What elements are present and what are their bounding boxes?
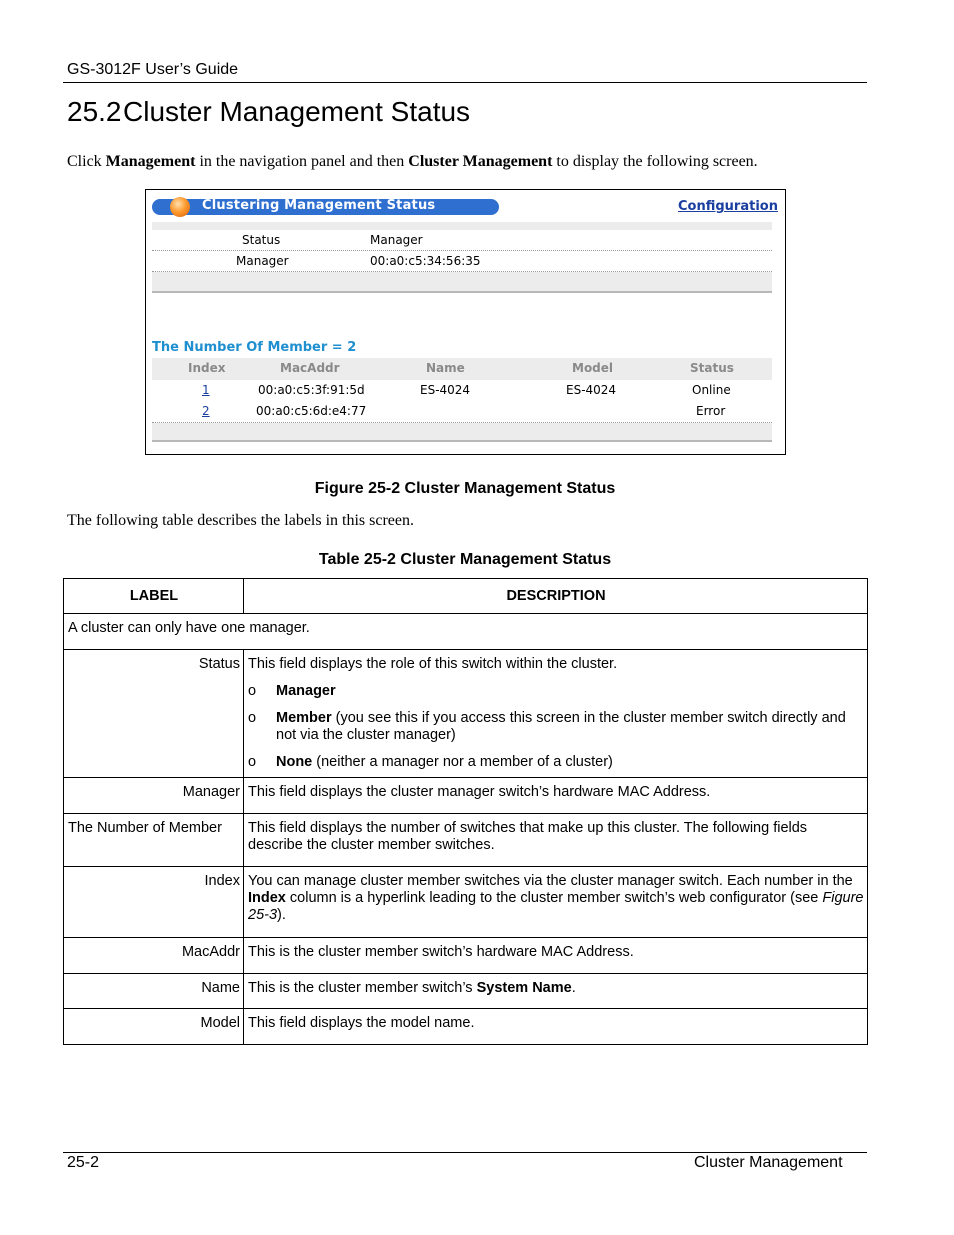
table-header-row: [64, 579, 868, 614]
chapter-name: Cluster Management: [694, 1154, 843, 1171]
screen-title: Clustering Management Status: [202, 198, 436, 213]
intro-text: Click: [67, 153, 106, 170]
desc-text: This is the cluster member switch’s: [248, 980, 477, 996]
description-table: [63, 578, 868, 1045]
body-paragraph: The following table describes the labels in this screen.: [67, 512, 415, 529]
column-header-status: Status: [690, 361, 734, 375]
section-number: 25.2: [67, 96, 122, 127]
orange-ball-icon: [170, 197, 190, 217]
figure-reference: Figure 25-3: [248, 890, 864, 923]
row-label: Status: [64, 650, 244, 778]
member-index-link[interactable]: 2: [202, 404, 210, 418]
status-row: [152, 230, 772, 251]
section-title: [67, 96, 470, 128]
row-description: [244, 650, 868, 778]
member-status: Online: [692, 383, 731, 397]
table-row: [64, 650, 868, 778]
manager-row: [152, 251, 772, 272]
member-table: [152, 358, 772, 440]
intro-bold-cluster-management: Cluster Management: [408, 153, 553, 170]
table-row: [64, 778, 868, 814]
header-label: LABEL: [64, 579, 244, 614]
table-row: [152, 401, 772, 423]
list-item: [248, 754, 864, 771]
member-index-link[interactable]: 1: [202, 383, 210, 397]
member-mac: 00:a0:c5:6d:e4:77: [256, 404, 367, 418]
panel-divider: [152, 291, 772, 293]
row-label: Index: [64, 867, 244, 938]
bullet-icon: o: [248, 754, 257, 770]
status-label: Status: [242, 233, 281, 247]
desc-bold-index: Index: [248, 890, 286, 906]
column-header-model: Model: [572, 361, 614, 375]
row-label: Manager: [64, 778, 244, 814]
bullet-icon: o: [248, 683, 257, 699]
intro-bold-management: Management: [105, 153, 196, 170]
row-description: This field displays the model name.: [244, 1009, 868, 1045]
column-header-macaddr: MacAddr: [280, 361, 340, 375]
status-panel: [152, 222, 772, 292]
row-description: This field displays the cluster manager switch’s hardware MAC Address.: [244, 778, 868, 814]
configuration-link[interactable]: Configuration: [678, 199, 778, 214]
row-label: The Number of Member: [64, 814, 244, 867]
manager-label: Manager: [236, 254, 289, 268]
bullet-icon: o: [248, 710, 257, 726]
table-row: [64, 814, 868, 867]
list-item: [248, 683, 864, 700]
member-mac: 00:a0:c5:3f:91:5d: [258, 383, 365, 397]
row-description: [244, 867, 868, 938]
table-row: [64, 1009, 868, 1045]
member-name: ES-4024: [420, 383, 471, 397]
desc-text: You can manage cluster member switches via the cluster manager switch. Each number in the: [248, 873, 853, 889]
section-title-text: Cluster Management Status: [123, 96, 471, 127]
footer-rule: [63, 1152, 867, 1153]
row-label: MacAddr: [64, 938, 244, 974]
row-description: [244, 974, 868, 1009]
header-rule: [63, 82, 867, 83]
table-row: [64, 974, 868, 1009]
desc-text: column is a hyperlink leading to the cluster member switch’s web configurator (see: [285, 890, 823, 906]
row-label: Name: [64, 974, 244, 1009]
intro-text: in the navigation panel and then: [195, 153, 409, 170]
desc-bold-system-name: System Name: [476, 980, 572, 996]
intro-text: to display the following screen.: [552, 153, 758, 170]
table-divider: [152, 440, 772, 442]
option-manager: Manager: [276, 683, 336, 699]
table-note: A cluster can only have one manager.: [64, 614, 868, 650]
member-status: Error: [696, 404, 726, 418]
page-number: 25-2: [67, 1154, 100, 1171]
column-header-name: Name: [426, 361, 465, 375]
table-row: [64, 867, 868, 938]
figure-caption: Figure 25-2 Cluster Management Status: [314, 480, 616, 497]
table-row: [64, 938, 868, 974]
option-none-text: (neither a manager nor a member of a cluster): [312, 754, 613, 770]
column-header-index: Index: [188, 361, 226, 375]
desc-text: ).: [277, 907, 286, 923]
intro-paragraph: [67, 153, 758, 171]
option-member: Member: [276, 710, 332, 726]
header-description: DESCRIPTION: [244, 579, 868, 614]
member-count-title: The Number Of Member = 2: [152, 340, 357, 355]
option-member-text: (you see this if you access this screen in the cluster member switch directly and not via the cluster manager): [276, 710, 846, 743]
table-row: [64, 614, 868, 650]
row-label: Model: [64, 1009, 244, 1045]
option-none: None: [276, 754, 313, 770]
row-description: This field displays the number of switches that make up this cluster. The following fields describe the cluster member switches.: [244, 814, 868, 867]
table-caption: Table 25-2 Cluster Management Status: [318, 551, 612, 568]
desc-text: .: [571, 980, 576, 996]
row-description: This is the cluster member switch’s hardware MAC Address.: [244, 938, 868, 974]
table-row: [152, 380, 772, 402]
member-model: ES-4024: [566, 383, 617, 397]
status-desc: This field displays the role of this switch within the cluster.: [248, 656, 618, 672]
list-item: [248, 710, 864, 744]
running-header: GS-3012F User’s Guide: [67, 61, 239, 78]
status-value: Manager: [370, 233, 423, 247]
manager-value: 00:a0:c5:34:56:35: [370, 254, 481, 268]
